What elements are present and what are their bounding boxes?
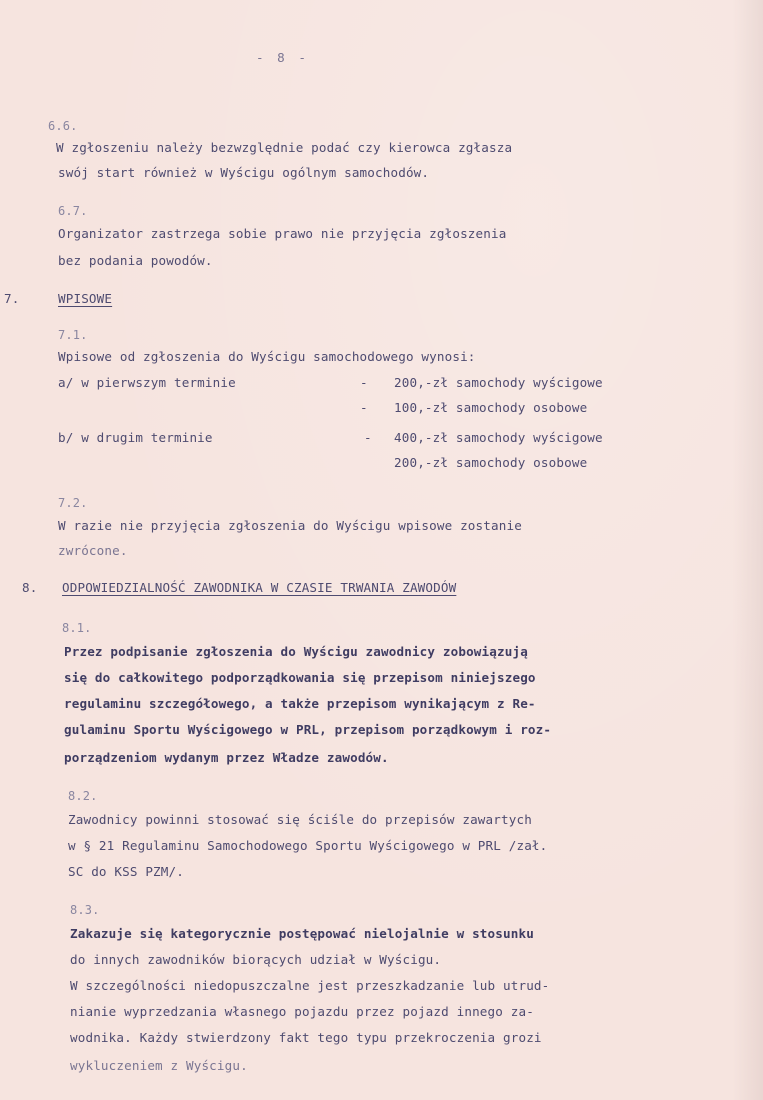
section-7-1-intro: Wpisowe od zgłoszenia do Wyścigu samochodowego wynosi: <box>58 349 476 364</box>
section-7-title: WPISOWE <box>58 291 113 306</box>
section-8-title: ODPOWIEDZIALNOŚĆ ZAWODNIKA W CZASIE TRWANIA ZAWODÓW <box>62 580 457 595</box>
section-number-6-6: 6.6. <box>48 119 78 133</box>
section-6-7-line-1: Organizator zastrzega sobie prawo nie przyjęcia zgłoszenia <box>58 226 507 241</box>
page-number: - 8 - <box>256 50 309 65</box>
section-number-8-1: 8.1. <box>62 621 92 635</box>
section-number-7: 7. <box>4 291 20 306</box>
fee-b-passenger: 200,-zł samochody osobowe <box>394 455 588 470</box>
section-8-3-line-6: wykluczeniem z Wyścigu. <box>70 1058 248 1073</box>
fee-a-racing: 200,-zł samochody wyścigowe <box>394 375 603 390</box>
section-8-3-line-1: Zakazuje się kategorycznie postępować nielojalnie w stosunku <box>70 926 534 941</box>
section-8-1-line-3: regulaminu szczegółowego, a także przepisom wynikającym z Re- <box>64 696 536 711</box>
section-7-2-line-1: W razie nie przyjęcia zgłoszenia do Wyścigu wpisowe zostanie <box>58 518 522 533</box>
fee-b-label: b/ w drugim terminie <box>58 430 213 445</box>
section-8-3-line-4: nianie wyprzedzania własnego pojazdu przez pojazd innego za- <box>70 1004 534 1019</box>
section-6-7-line-2: bez podania powodów. <box>58 253 213 268</box>
section-number-7-2: 7.2. <box>58 496 88 510</box>
section-number-8-2: 8.2. <box>68 789 98 803</box>
section-8-3-line-5: wodnika. Każdy stwierdzony fakt tego typu przekroczenia grozi <box>70 1030 542 1045</box>
fee-a-dash: - <box>360 375 368 390</box>
section-6-6-line-1: W zgłoszeniu należy bezwzględnie podać czy kierowca zgłasza <box>56 140 513 155</box>
section-8-1-line-2: się do całkowitego podporządkowania się przepisom niniejszego <box>64 670 536 685</box>
section-8-2-line-2: w § 21 Regulaminu Samochodowego Sportu Wyścigowego w PRL /zał. <box>68 838 548 853</box>
fee-b-racing: 400,-zł samochody wyścigowe <box>394 430 603 445</box>
section-8-2-line-1: Zawodnicy powinni stosować się ściśle do przepisów zawartych <box>68 812 532 827</box>
section-8-1-line-5: porządzeniom wydanym przez Władze zawodów. <box>64 750 389 765</box>
section-7-2-line-2: zwrócone. <box>58 543 128 558</box>
fee-a-passenger: 100,-zł samochody osobowe <box>394 400 588 415</box>
section-number-6-7: 6.7. <box>58 204 88 218</box>
section-8-3-line-3: W szczególności niedopuszczalne jest przeszkadzanie lub utrud- <box>70 978 550 993</box>
section-number-7-1: 7.1. <box>58 328 88 342</box>
fee-b-dash: - <box>364 430 372 445</box>
section-8-1-line-4: gulaminu Sportu Wyścigowego w PRL, przepisom porządkowym i roz- <box>64 722 552 737</box>
section-number-8: 8. <box>22 580 38 595</box>
fee-a-label: a/ w pierwszym terminie <box>58 375 236 390</box>
section-8-1-line-1: Przez podpisanie zgłoszenia do Wyścigu zawodnicy zobowiązują <box>64 644 528 659</box>
section-8-3-line-2: do innych zawodników biorących udział w Wyścigu. <box>70 952 442 967</box>
fee-a-dash-2: - <box>360 400 368 415</box>
section-8-2-line-3: SC do KSS PZM/. <box>68 864 184 879</box>
section-number-8-3: 8.3. <box>70 903 100 917</box>
section-6-6-line-2: swój start również w Wyścigu ogólnym samochodów. <box>58 165 430 180</box>
